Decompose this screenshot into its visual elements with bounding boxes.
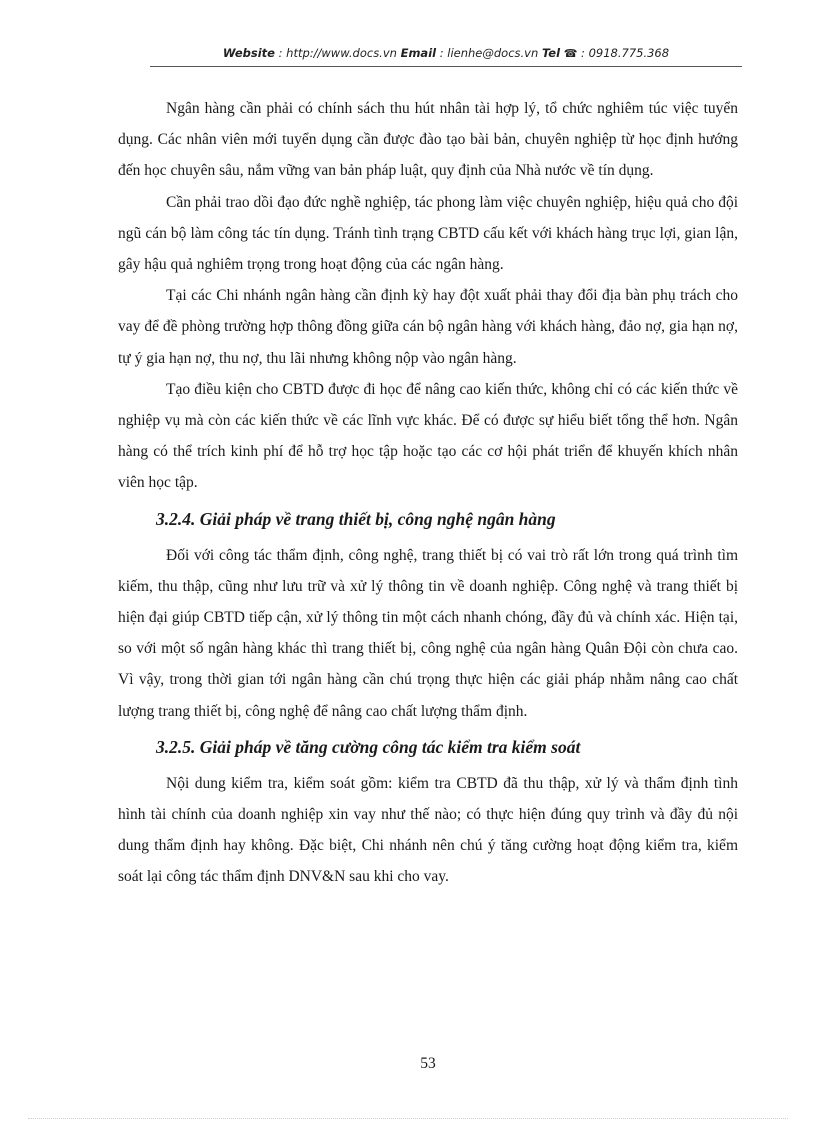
email-label: Email: [400, 46, 437, 60]
paragraph-recruitment: Ngân hàng cần phải có chính sách thu hút nhân tài hợp lý, tổ chức nghiêm túc việc tuyển dụng. Các nhân viên mới tuyển dụng cần được đào tạo bài bản, chuyên nghiệp từ học định hướng đến học chuyên sâu, nắm vững van bản pháp luật, quy định của Nhà nước về tín dụng.: [118, 100, 738, 180]
page-header: [150, 46, 742, 60]
website-label: Website: [222, 46, 275, 60]
tel-label: Tel: [541, 46, 561, 60]
email-value: : lienhe@docs.vn: [436, 46, 542, 60]
section-heading-324: 3.2.4. Giải pháp về trang thiết bị, công nghệ ngân hàng: [156, 508, 556, 529]
bottom-border: [28, 1118, 788, 1119]
tel-value: : 0918.775.368: [577, 46, 670, 60]
paragraph-rotation: Tại các Chi nhánh ngân hàng cần định kỳ hay đột xuất phải thay đổi địa bàn phụ trách cho vay để đề phòng trường hợp thông đồng giữa cán bộ ngân hàng với khách hàng, đảo nợ, gia hạn nợ, tự ý gia hạn nợ, thu nợ, thu lãi nhưng không nộp vào ngân hàng.: [118, 287, 738, 367]
phone-icon: ☎: [563, 47, 578, 60]
header-divider: [150, 66, 742, 67]
paragraph-training: Tạo điều kiện cho CBTD được đi học để nâng cao kiến thức, không chỉ có các kiến thức về nghiệp vụ mà còn các kiến thức về các lĩnh vực khác. Để có được sự hiểu biết tổng thể hơn. Ngân hàng có thể trích kinh phí để hỗ trợ học tập hoặc tạo các cơ hội phát triển để khuyến khích nhân viên học tập.: [118, 380, 738, 492]
website-value: : http://www.docs.vn: [274, 46, 401, 60]
page-number: 53: [420, 1055, 436, 1072]
section-heading-325: 3.2.5. Giải pháp về tăng cường công tác kiểm tra kiểm soát: [156, 736, 581, 757]
document-body: [118, 93, 738, 893]
paragraph-inspection: Nội dung kiểm tra, kiểm soát gồm: kiểm tra CBTD đã thu thập, xử lý và thẩm định tình hình tài chính của doanh nghiệp xin vay như thế nào; có thực hiện đúng quy trình và đầy đủ nội dung thẩm định hay không. Đặc biệt, Chi nhánh nên chú ý tăng cường hoạt động kiểm tra, kiểm soát lại công tác thẩm định DNV&N sau khi cho vay.: [118, 774, 738, 886]
paragraph-technology: Đối với công tác thẩm định, công nghệ, trang thiết bị có vai trò rất lớn trong quá trình tìm kiếm, thu thập, cũng như lưu trữ và xử lý thông tin về doanh nghiệp. Công nghệ và trang thiết bị hiện đại giúp CBTD tiếp cận, xử lý thông tin một cách nhanh chóng, đầy đủ và chính xác. Hiện tại, so với một số ngân hàng khác thì trang thiết bị, công nghệ của ngân hàng Quân Đội còn chưa cao. Vì vậy, trong thời gian tới ngân hàng cần chú trọng thực hiện các giải pháp nhằm nâng cao chất lượng trang thiết bị, công nghệ để nâng cao chất lượng thẩm định.: [118, 546, 738, 720]
paragraph-ethics: Cần phải trao dồi đạo đức nghề nghiệp, tác phong làm việc chuyên nghiệp, hiệu quả cho đội ngũ cán bộ làm công tác tín dụng. Tránh tình trạng CBTD cấu kết với khách hàng trục lợi, gian lận, gây hậu quả nghiêm trọng trong hoạt động của các ngân hàng.: [118, 193, 738, 274]
